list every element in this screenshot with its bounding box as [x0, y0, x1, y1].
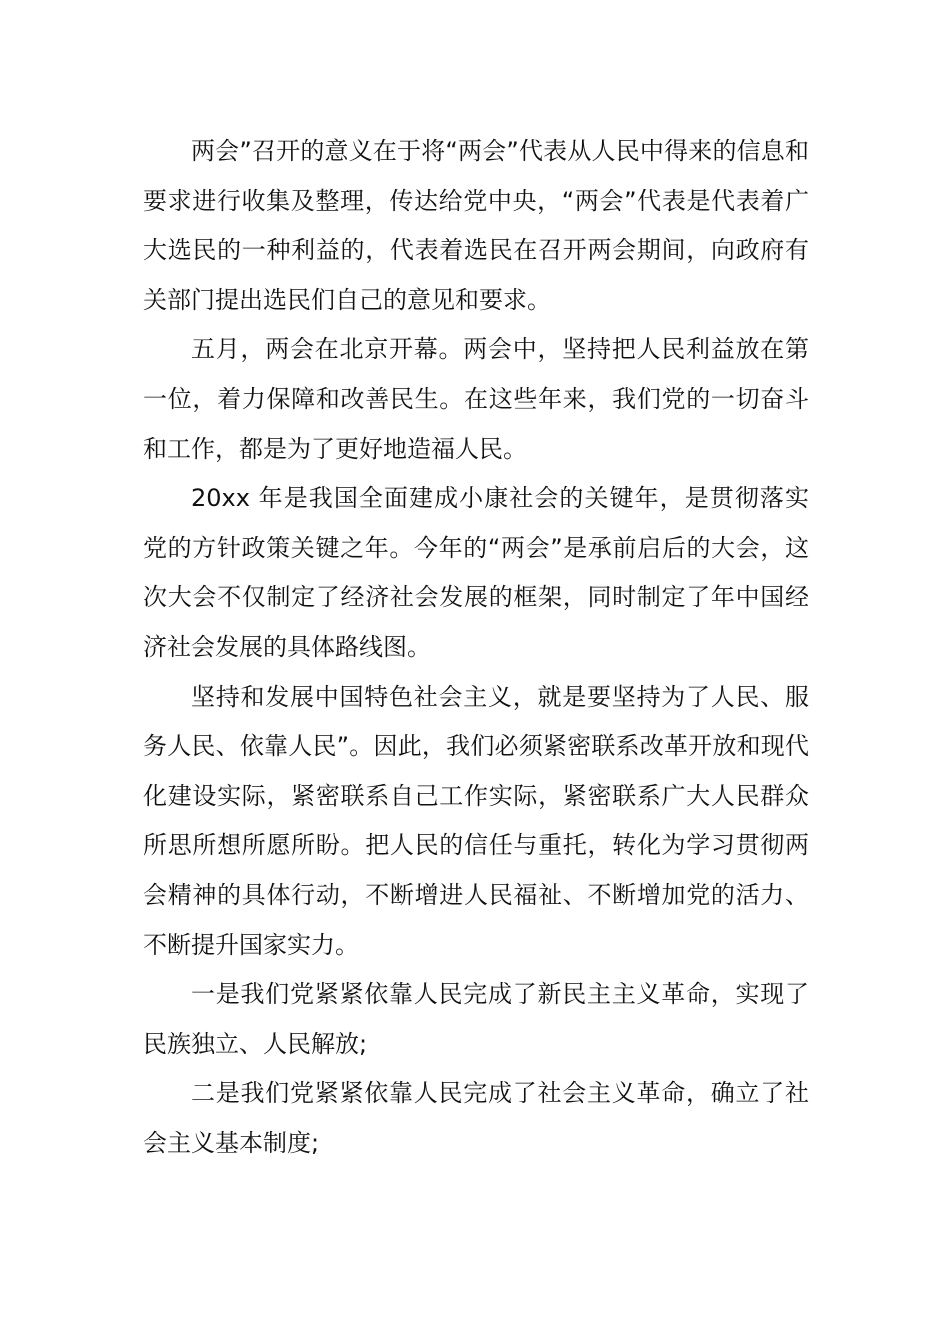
document-body [143, 127, 809, 1168]
paragraph-3: 20xx 年是我国全面建成小康社会的关键年，是贯彻落实党的方针政策关键之年。今年的“两会”是承前启后的大会，这次大会不仅制定了经济社会发展的框架，同时制定了年中国经济社会发展的具体路线图。 [143, 484, 809, 661]
paragraph-4: 坚持和发展中国特色社会主义，就是要坚持为了人民、服务人民、依靠人民”。因此，我们必须紧密联系改革开放和现代化建设实际，紧密联系自己工作实际，紧密联系广大人民群众所思所想所愿所盼。把人民的信任与重托，转化为学习贯彻两会精神的具体行动，不断增进人民福祉、不断增加党的活力、不断提升国家实力。 [143, 682, 809, 959]
paragraph-6: 二是我们党紧紧依靠人民完成了社会主义革命，确立了社会主义基本制度; [143, 1079, 809, 1157]
paragraph-5: 一是我们党紧紧依靠人民完成了新民主主义革命，实现了民族独立、人民解放; [143, 980, 809, 1058]
paragraph-2: 五月，两会在北京开幕。两会中，坚持把人民利益放在第一位，着力保障和改善民生。在这些年来，我们党的一切奋斗和工作，都是为了更好地造福人民。 [143, 335, 809, 463]
paragraph-1: 两会”召开的意义在于将“两会”代表从人民中得来的信息和要求进行收集及整理，传达给党中央，“两会”代表是代表着广大选民的一种利益的，代表着选民在召开两会期间，向政府有关部门提出选民们自己的意见和要求。 [143, 137, 809, 314]
